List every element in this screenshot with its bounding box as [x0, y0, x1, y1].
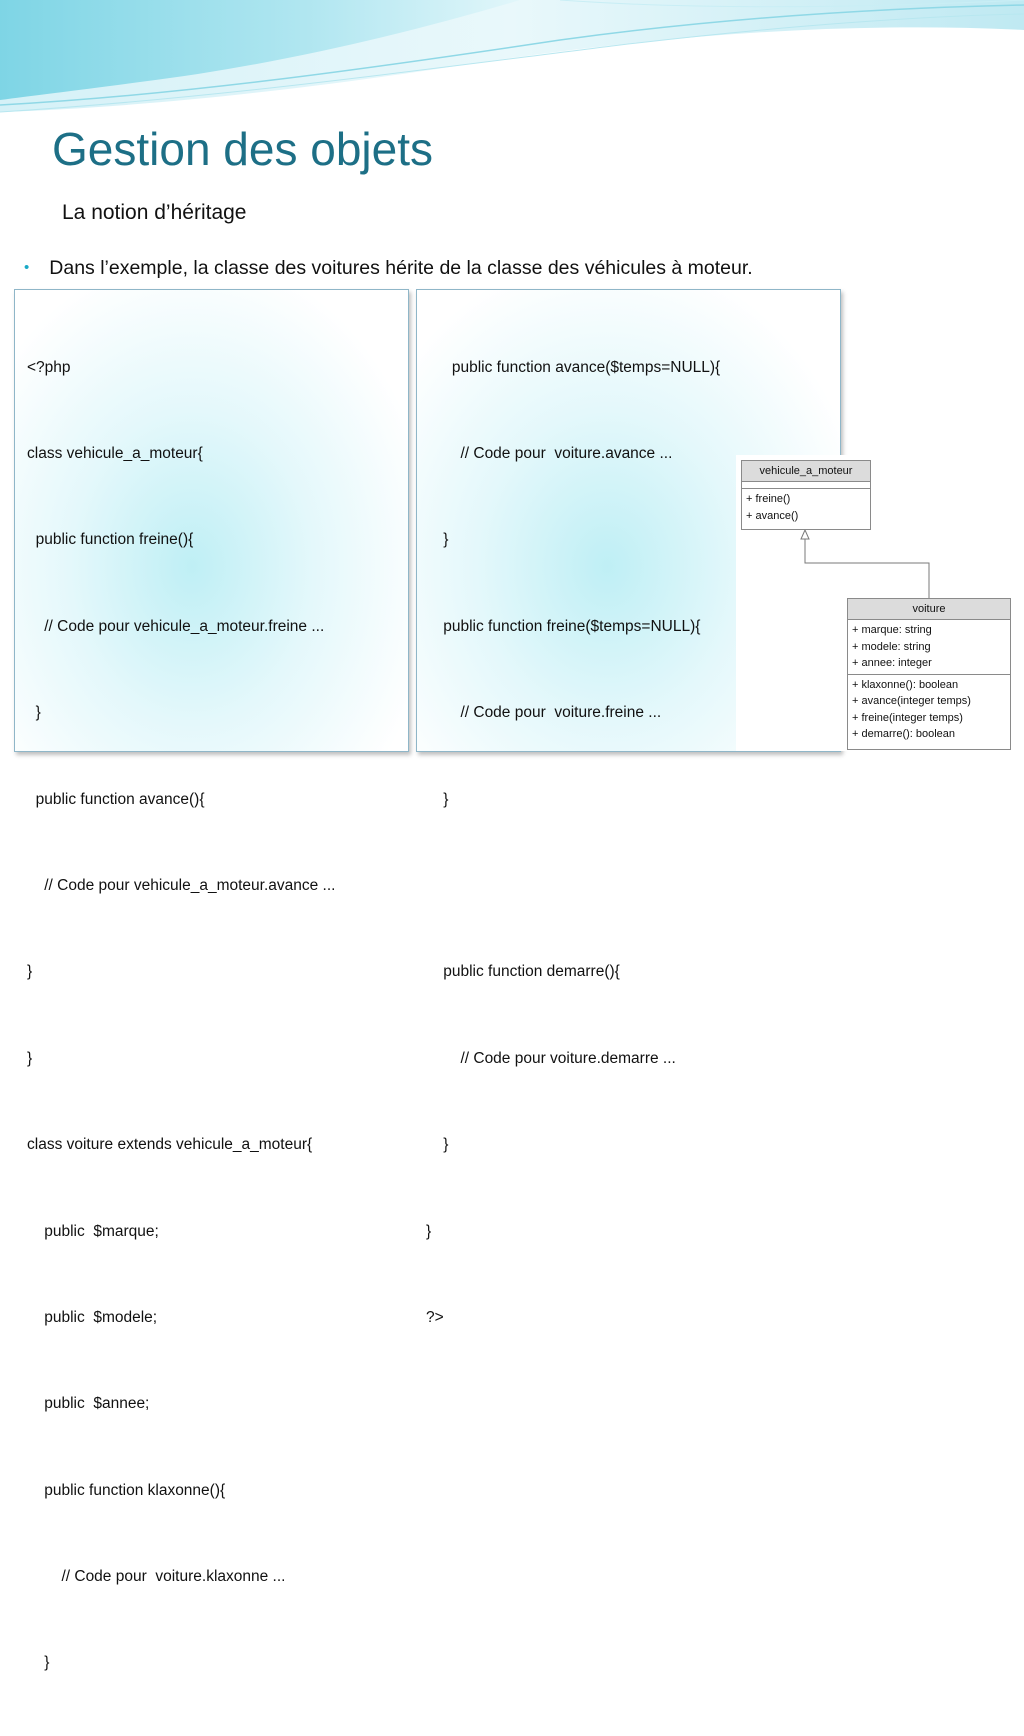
uml-methods-section	[848, 675, 1010, 745]
header-wave-decoration	[0, 0, 1024, 120]
uml-method: + freine(integer temps)	[852, 711, 963, 724]
uml-method: + avance()	[746, 509, 799, 522]
code-line: }	[27, 704, 41, 722]
code-line: public function freine(){	[27, 531, 194, 549]
uml-class-name: voiture	[848, 599, 1010, 620]
code-line: // Code pour voiture.freine ...	[426, 704, 662, 722]
code-line: // Code pour voiture.klaxonne ...	[27, 1568, 286, 1586]
uml-attributes-section	[848, 620, 1010, 675]
code-line	[426, 872, 720, 901]
code-line: class vehicule_a_moteur{	[27, 444, 203, 462]
bullet-item	[24, 257, 753, 280]
uml-class-diagram	[736, 455, 1010, 751]
code-line: }	[426, 790, 449, 808]
uml-methods-section	[742, 489, 870, 526]
code-line: public function avance(){	[27, 790, 205, 808]
code-line: // Code pour vehicule_a_moteur.freine ...	[27, 617, 325, 635]
uml-class-vehicule-a-moteur	[741, 460, 871, 530]
uml-method: + klaxonne(): boolean	[852, 678, 959, 691]
code-box-left	[14, 289, 409, 1672]
code-line: // Code pour voiture.avance ...	[426, 444, 673, 462]
uml-attribute: + annee: integer	[852, 657, 932, 669]
code-line: ?>	[426, 1308, 444, 1326]
uml-method: + demarre(): boolean	[852, 728, 956, 740]
uml-class-voiture	[847, 598, 1011, 750]
code-line: }	[426, 1222, 432, 1240]
code-line: }	[27, 1049, 33, 1067]
uml-method: + avance(integer temps)	[852, 695, 971, 707]
code-line: public $marque;	[27, 1222, 159, 1240]
code-line: public function avance($temps=NULL){	[426, 358, 721, 376]
code-line: public $annee;	[27, 1395, 150, 1413]
uml-method: + freine()	[746, 493, 791, 505]
code-line: class voiture extends vehicule_a_moteur{	[27, 1136, 313, 1154]
inheritance-arrow-icon	[801, 530, 809, 539]
code-line: // Code pour vehicule_a_moteur.avance ...	[27, 876, 336, 894]
code-line: public function klaxonne(){	[27, 1481, 226, 1499]
code-line: public function freine($temps=NULL){	[426, 617, 701, 635]
bullet-icon: •	[24, 259, 30, 276]
code-line: // Code pour voiture.demarre ...	[426, 1049, 676, 1067]
code-line: public $modele;	[27, 1308, 158, 1326]
code-block-left	[27, 296, 335, 1736]
code-line: }	[426, 531, 449, 549]
code-block-right	[426, 296, 720, 1390]
code-line: }	[27, 963, 33, 981]
uml-attribute: + modele: string	[852, 640, 931, 653]
code-line: }	[426, 1136, 449, 1154]
uml-attributes-section	[742, 482, 870, 489]
code-line: public function demarre(){	[426, 963, 620, 981]
uml-attribute: + marque: string	[852, 624, 932, 636]
page-title: Gestion des objets	[52, 123, 434, 175]
code-line: <?php	[27, 358, 71, 376]
bullet-text: Dans l’exemple, la classe des voitures hérite de la classe des véhicules à moteur.	[49, 257, 753, 279]
code-line: }	[27, 1654, 50, 1672]
uml-class-name: vehicule_a_moteur	[742, 461, 870, 482]
page-subtitle: La notion d’héritage	[62, 201, 247, 224]
